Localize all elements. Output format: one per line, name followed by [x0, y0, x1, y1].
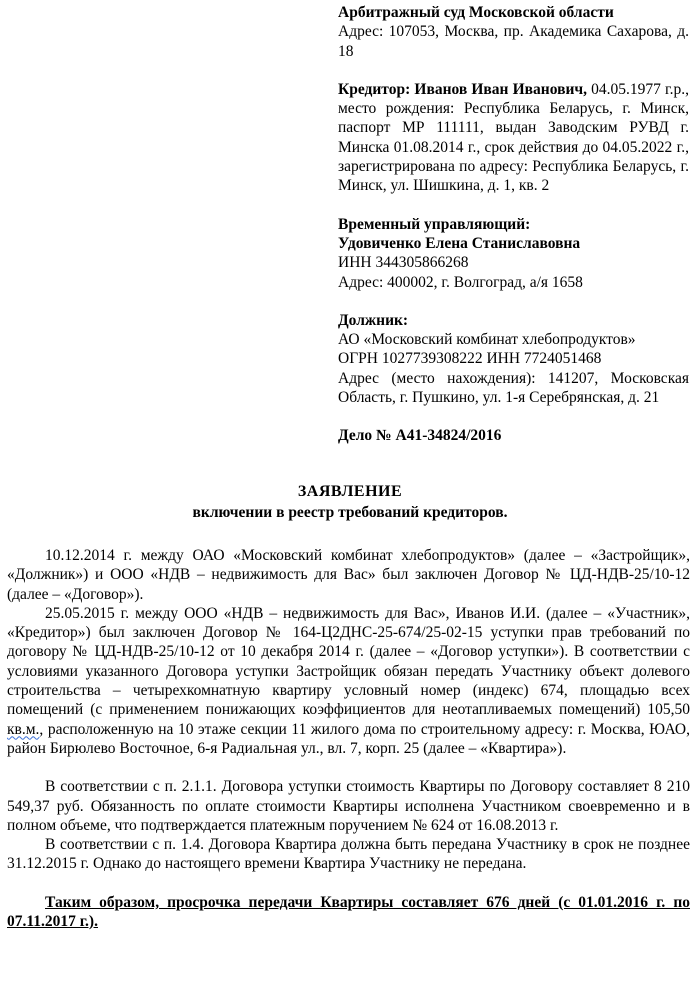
document-title: ЗАЯВЛЕНИЕ: [297, 483, 403, 500]
court-block: [338, 3, 689, 61]
court-address: Адрес: 107053, Москва, пр. Академика Сахарова, д. 18: [338, 23, 689, 60]
paragraph-assignment: [7, 604, 690, 758]
assignment-text-start: 25.05.2015 г. между ООО «НДВ – недвижимость для Вас», Иванов И.И. (далее – «Участник», «Кредитор») был заключен Договор № 164-Ц2ДНС-25-674/25-02-15 уступки прав требований по договору № ЦД-НДВ-25/10-12 от 10 декабря 2014 г. (далее – «Договор уступки»). В соответствии с условиями указанного Договора уступки Застройщик обязан передать Участнику объект долевого строительства – четырехкомнатную квартиру условный номер (индекс) 674, площадью всех помещений (с применением понижающих коэффициентов для неотапливаемых помещений) 105,50: [7, 604, 690, 719]
manager-block: [338, 215, 689, 292]
debtor-address: Адрес (место нахождения): 141207, Московская Область, г. Пушкино, ул. 1-я Серебрянская, д. 21: [338, 369, 689, 407]
manager-label: Временный управляющий:: [338, 215, 531, 233]
manager-inn: ИНН 344305866268: [338, 254, 469, 272]
document-body: [7, 546, 690, 931]
creditor-block: [338, 80, 689, 196]
paragraph-deadline: В соответствии с п. 1.4. Договора Квартира должна быть передана Участнику в срок не позднее 31.12.2015 г. Однако до настоящего времени Квартира Участнику не передана.: [7, 836, 690, 873]
paragraph-conclusion: Таким образом, просрочка передачи Квартиры составляет 676 дней (с 01.01.2016 г. по 07.11.2017 г.).: [7, 893, 690, 931]
document-subtitle: включении в реестр требований кредиторов.: [192, 504, 508, 521]
spacer: [7, 758, 690, 777]
creditor-label: Кредитор:: [338, 80, 411, 98]
debtor-label: Должник:: [338, 311, 409, 329]
court-name: Арбитражный суд Московской области: [338, 4, 614, 21]
paragraph-payment: В соответствии с п. 2.1.1. Договора уступки стоимость Квартиры по Договору составляет 8 210 549,37 руб. Обязанность по оплате стоимости Квартиры исполнена Участником своевременно и в полном объеме, что подтверждается платежным поручением № 624 от 16.08.2013 г.: [7, 778, 690, 834]
spacer: [338, 407, 689, 426]
spellcheck-marked-word: кв.м.: [7, 720, 40, 738]
assignment-text-end: , расположенную на 10 этаже секции 11 жилого дома по строительному адресу: г. Москва, ЮАО, район Бирюлево Восточное, 6-я Радиальная ул., вл. 7, корп. 25 (далее – «Квартира»).: [7, 720, 690, 757]
spacer: [7, 874, 690, 893]
paragraph-contract: 10.12.2014 г. между ОАО «Московский комбинат хлебопродуктов» (далее – «Застройщик», «Должник») и ООО «НДВ – недвижимость для Вас» был заключен Договор № ЦД-НДВ-25/10-12 (далее – «Договор»).: [7, 547, 690, 603]
case-number: Дело № А41-34824/2016: [338, 427, 502, 445]
debtor-block: [338, 311, 689, 407]
debtor-name: АО «Московский комбинат хлебопродуктов»: [338, 331, 636, 349]
spacer: [338, 196, 689, 215]
manager-address: Адрес: 400002, г. Волгоград, а/я 1658: [338, 273, 583, 291]
debtor-ids: ОГРН 1027739308222 ИНН 7724051468: [338, 350, 602, 368]
creditor-details: 04.05.1977 г.р., место рождения: Республика Беларусь, г. Минск, паспорт МР 111111, выдан Заводским РУВД г. Минска 01.08.2014 г., срок действия до 04.05.2022 г., зарегистрирована по адресу: Республика Беларусь, г. Минск, ул. Шишкина, д. 1, кв. 2: [338, 80, 690, 195]
manager-name: Удовиченко Елена Станиславовна: [338, 234, 581, 252]
spacer: [338, 61, 689, 80]
spacer: [338, 292, 689, 311]
addressee-block: [338, 3, 689, 446]
creditor-name: Иванов Иван Иванович,: [414, 80, 587, 98]
